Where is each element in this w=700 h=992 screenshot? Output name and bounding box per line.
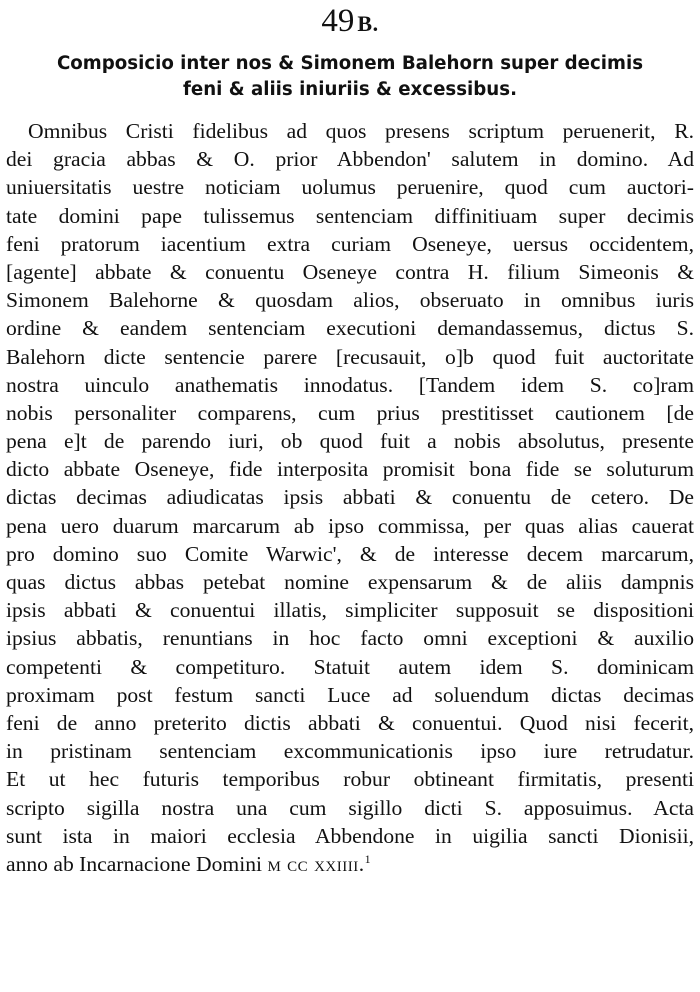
body-line: in pristinam sentenciam excommunicationis ipso iure retrudatur. [6, 739, 694, 764]
title-line: Composicio inter nos & Simonem Balehorn super decimis [56, 53, 644, 74]
document-title [8, 51, 692, 103]
regnal-year: m cc xxiiii. [267, 851, 365, 876]
body-line: uniuersitatis uestre noticiam uolumus peruenire, quod cum auctori- [6, 175, 694, 200]
body-line: feni de anno preterito dictis abbati & conuentui. Quod nisi fecerit, [6, 710, 694, 735]
title-line: feni & aliis iniuriis & excessibus. [182, 79, 517, 100]
body-line: dei gracia abbas & O. prior Abbendon' salutem in domino. Ad [6, 147, 694, 172]
body-line: ordine & eandem sentenciam executioni demandassemus, dictus S. [6, 316, 694, 341]
body-line: pro domino suo Comite Warwic', & de interesse decem marcarum, [6, 541, 694, 566]
footnote-marker: 1 [364, 851, 371, 866]
body-line: Balehorn dicte sentencie parere [recusauit, o]b quod fuit auctoritate [6, 344, 694, 369]
body-line: scripto sigilla nostra una cum sigillo dicti S. apposuimus. Acta [6, 795, 694, 820]
body-line: Simonem Balehorne & quosdam alios, obseruato in omnibus iuris [6, 288, 694, 313]
body-line: feni pratorum iacentium extra curiam Oseneye, uersus occidentem, [6, 231, 694, 256]
body-line: proximam post festum sancti Luce ad soluendum dictas decimas [6, 682, 694, 707]
body-line: sunt ista in maiori ecclesia Abbendone in uigilia sancti Dionisii, [6, 823, 694, 848]
body-line: ipsis abbati & conuentui illatis, simpliciter supposuit se dispositioni [6, 598, 694, 623]
body-line: dictas decimas adiudicatas ipsis abbati & conuentu de cetero. De [6, 485, 694, 510]
body-line: Et ut hec futuris temporibus robur obtineant firmitatis, presenti [6, 767, 694, 792]
body-line: nostra uinculo anathematis innodatus. [Tandem idem S. co]ram [6, 372, 694, 397]
body-line: [agente] abbate & conuentu Oseneye contra H. filium Simeonis & [6, 259, 694, 284]
body-line: pena uero duarum marcarum ab ipso commissa, per quas alias cauerat [6, 513, 694, 538]
body-line: ipsius abbatis, renuntians in hoc facto omni exceptioni & auxilio [6, 626, 694, 651]
document-number [0, 2, 700, 43]
body-line: quas dictus abbas petebat nomine expensarum & de aliis dampnis [6, 570, 694, 594]
body-line: pena e]t de parendo iuri, ob quod fuit a nobis absolutus, presente [6, 429, 694, 454]
body-line: nobis personaliter comparens, cum prius prestitisset cautionem [de [6, 400, 694, 425]
document-number-value: 49 [321, 3, 355, 39]
body-line: tate domini pape tulissemus sentenciam diffinitiuam super decimis [6, 203, 694, 228]
charter-body [6, 117, 694, 878]
body-line: competenti & competituro. Statuit autem idem S. dominicam [6, 654, 694, 679]
document-number-suffix: B. [357, 11, 379, 36]
body-line: Omnibus Cristi fidelibus ad quos presens scriptum peruenerit, R. [28, 119, 694, 143]
body-line: dicto abbate Oseneye, fide interposita promisit bona fide se soluturum [6, 457, 694, 482]
final-line-text: anno ab Incarnacione Domini [6, 851, 263, 876]
body-final-line [6, 850, 694, 878]
